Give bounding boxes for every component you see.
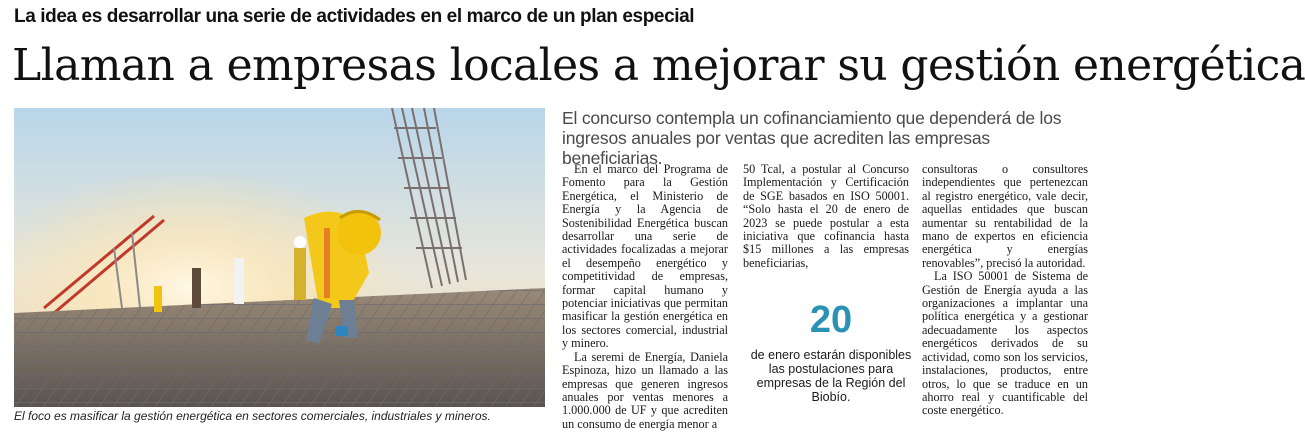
body-paragraph: 50 Tcal, a postular al Concurso Implementación y Certificación de SGE basados en ISO 50001. “Solo hasta el 20 de enero de 2023 se puede postular a esta iniciativa que cofinancia hasta $15 millones a las empresas beneficiarias, (743, 162, 909, 270)
body-paragraph: En el marco del Programa de Fomento para la Gestión Energética, el Ministerio de Energía y la Agencia de Sostenibilidad Energética buscan desarrollar una serie de actividades focalizadas a mejorar el desempeño energético y competitividad de empresas, formar capital humano y potenciar iniciativas que permitan masificar la gestión energética en los sectores comercial, industrial y minero. (562, 162, 728, 351)
pull-quote-number: 20 (809, 299, 853, 341)
body-column-2 (743, 163, 909, 270)
body-paragraph: La ISO 50001 de Sistema de Gestión de Energía ayuda a las organizaciones a implantar una política energética y a gestionar adecuadamente los aspectos energéticos derivados de su actividad, como son los servicios, instalaciones, productos, entre otros, lo que se traduce en un ahorro real y cuantificable del coste energético. (922, 269, 1088, 418)
pull-quote-text: de enero estarán disponibles las postulaciones para empresas de la Región del Biobío. (750, 348, 912, 404)
article-kicker: La idea es desarrollar una serie de actividades en el marco de un plan especial (14, 6, 695, 27)
body-paragraph: La seremi de Energía, Daniela Espinoza, hizo un llamado a las empresas que generen ingresos anuales por ventas menores a 1.000.000 de UF y que acrediten un consumo de energía menor a (562, 349, 728, 431)
article-deck: El concurso contempla un cofinanciamiento que dependerá de los ingresos anuales por ventas que acrediten las empresas beneficiarias. (562, 108, 1062, 168)
pull-quote (748, 300, 914, 404)
body-paragraph: consultoras o consultores independientes que pertenezcan al registro energético, vale decir, aquellas entidades que buscan aumentar su rentabilidad de la mano de expertos en eficiencia energética y energías renovables”, precisó la autoridad. (922, 162, 1088, 270)
body-column-3 (922, 163, 1088, 418)
photo-caption: El foco es masificar la gestión energética en sectores comerciales, industriales y mineros. (14, 409, 491, 423)
article-headline: Llaman a empresas locales a mejorar su gestión energética (12, 40, 1305, 91)
body-column-1 (562, 163, 728, 431)
article-photo (14, 108, 545, 407)
